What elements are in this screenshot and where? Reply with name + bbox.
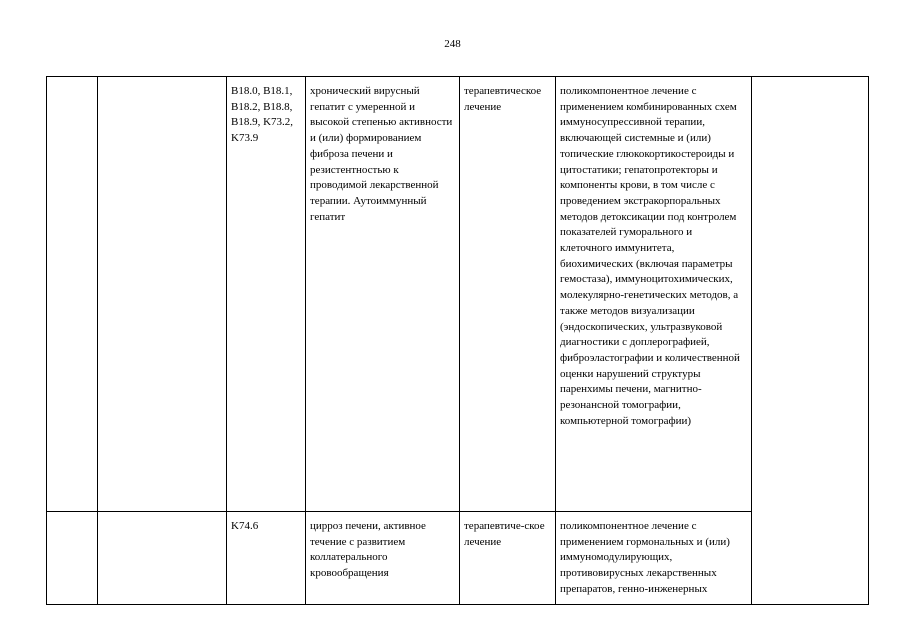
treatment-method-text: поликомпонентное лечение с применением гормональных и (или) иммуномодулирующих, противовирусных лекарственных препаратов, генно-инженерных (560, 520, 730, 595)
patient-model-cell (306, 77, 460, 512)
icd-codes-text: B18.0, B18.1, B18.2, B18.8, B18.9, K73.2, K73.9 (231, 85, 294, 145)
normative-cost-cell (752, 77, 869, 605)
patient-model-text: цирроз печени, активное течение с развитием коллатерального кровообращения (310, 520, 426, 580)
table-row (47, 512, 869, 605)
row-number-cell (47, 512, 98, 605)
icd-codes-cell (227, 77, 306, 512)
page-number: 248 (444, 38, 461, 50)
treatment-type-text: терапевтическое лечение (464, 85, 542, 113)
treatment-type-text: терапевтиче-ское лечение (464, 520, 545, 548)
care-type-cell (98, 512, 227, 605)
table-row (47, 77, 869, 512)
treatment-method-cell (556, 77, 752, 512)
medical-care-table (46, 76, 869, 605)
row-number-cell (47, 77, 98, 512)
treatment-type-cell (460, 512, 556, 605)
care-type-cell (98, 77, 227, 512)
icd-codes-text: K74.6 (231, 520, 259, 532)
icd-codes-cell (227, 512, 306, 605)
treatment-method-cell (556, 512, 752, 605)
patient-model-cell (306, 512, 460, 605)
treatment-method-text: поликомпонентное лечение с применением комбинированных схем иммуносупрессивной терапии, включающей системные и (или) топические глюкокортикостероиды и цитостатики; гепатопротекторы и компоненты крови, в том числе с проведением экстракорпоральных методов детоксикации под контролем показателей гуморального и клеточного иммунитета, биохимических (включая параметры гемостаза), иммуноцитохимических, молекулярно-генетических методов, а также методов визуализации (эндоскопических, ультразвуковой диагностики с доплерографией, фиброэластографии и количественной оценки нарушений структуры паренхимы печени, магнитно-резонансной томографии, компьютерной томографии) (560, 85, 740, 427)
patient-model-text: хронический вирусный гепатит с умеренной и высокой степенью активности и (или) формированием фиброза печени и резистентностью к проводимой лекарственной терапии. Аутоиммунный гепатит (310, 85, 453, 223)
treatment-type-cell (460, 77, 556, 512)
